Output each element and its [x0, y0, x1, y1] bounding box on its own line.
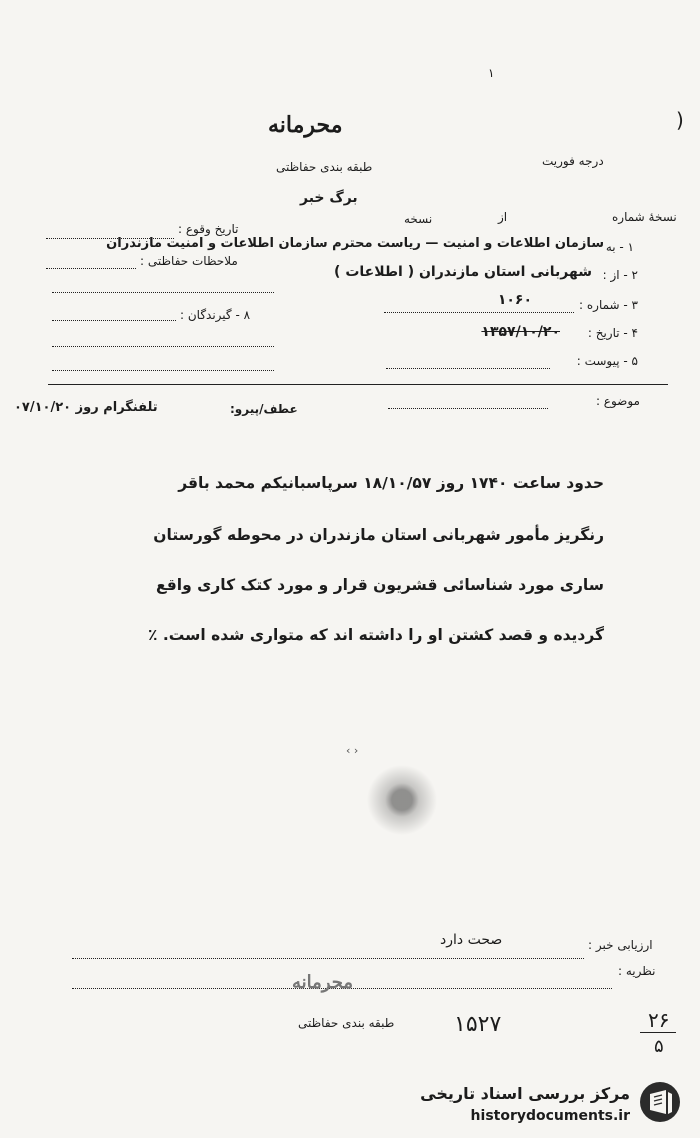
from-value: شهربانی استان مازندران ( اطلاعات ): [334, 264, 592, 280]
form-divider: [48, 384, 668, 385]
body-line-2: رنگریز مأمور شهربانی استان مازندران در محوطه گورستان: [153, 526, 604, 544]
number-label: ۳ - شماره :: [579, 298, 638, 312]
number-value: ۱۰۶۰: [497, 292, 532, 308]
date-value: ۱۳۵۷/۱۰/۲۰: [481, 324, 560, 340]
classification-label-bottom: طبقه بندی حفاظتی: [298, 1016, 395, 1030]
body-line-1: حدود ساعت ۱۷۴۰ روز ۱۸/۱۰/۵۷ سرپاسبانیکم محمد باقر: [178, 474, 604, 492]
recipients-line-1: [52, 320, 176, 321]
reference-value: تلفنگرام روز ۰۷/۱۰/۲۰: [14, 400, 158, 415]
to-value: سازمان اطلاعات و امنیت — ریاست محترم سازمان اطلاعات و امنیت مازندران: [106, 236, 604, 251]
attachment-label: ۵ - پیوست :: [576, 354, 638, 368]
reference-label: عطف/پیرو:: [230, 402, 298, 416]
confidential-stamp-bottom: محرمانه: [292, 972, 353, 993]
observations-label: ملاحظات حفاظتی :: [140, 254, 238, 268]
recipients-line-3: [52, 370, 274, 371]
of-label: از: [498, 210, 508, 224]
to-label: ۱ - به: [605, 240, 634, 254]
recipients-line-2: [52, 346, 274, 347]
opinion-label: نظریه :: [618, 964, 656, 978]
copy-number-label: نسخهٔ شماره: [612, 210, 677, 224]
left-blank-line-1: [52, 292, 274, 293]
subject-label: موضوع :: [595, 394, 640, 408]
fraction-bar: [640, 1032, 676, 1033]
evaluation-value: صحت دارد: [440, 932, 503, 948]
priority-label: درجه فوریت: [542, 154, 604, 168]
handwritten-number-left: ۱۵۲۷: [454, 1012, 502, 1037]
evaluation-line: [72, 958, 584, 959]
body-line-3: ساری مورد شناسائی قشریون قرار و مورد کتک کاری واقع: [156, 576, 604, 594]
form-title: برگ خبر: [300, 190, 358, 206]
recipients-label: ۸ - گیرندگان :: [180, 308, 251, 322]
observations-line: [46, 268, 136, 269]
date-occurrence-label: تاریخ وقوع :: [178, 222, 239, 236]
subject-line: [388, 408, 548, 409]
evaluation-label: ارزیابی خبر :: [588, 938, 653, 952]
watermark-banner: [400, 1076, 690, 1132]
from-label: ۲ - از :: [602, 268, 638, 282]
body-line-4: گردیده و قصد کشتن او را داشته اند که متواری شده است. ٪: [147, 626, 604, 644]
handwritten-number-right-bottom: ۵: [654, 1036, 664, 1057]
date-label: ۴ - تاریخ :: [587, 326, 638, 340]
corner-mark: ): [676, 108, 684, 132]
number-line: [384, 312, 574, 313]
attachment-line: [386, 368, 550, 369]
seal-stamp: [362, 760, 442, 840]
watermark-url: historydocuments.ir: [470, 1108, 630, 1124]
margin-mark: ۱: [488, 66, 495, 80]
copy-word: نسخه: [404, 212, 433, 226]
archive-logo-icon: [638, 1080, 682, 1124]
confidential-stamp-top: محرمانه: [268, 112, 343, 138]
watermark-org-name: مرکز بررسی اسناد تاریخی: [420, 1084, 630, 1103]
faint-mark: ‹ ›: [346, 744, 359, 757]
classification-label-top: طبقه بندی حفاظتی: [276, 160, 373, 174]
handwritten-number-right-top: ۲۶: [648, 1008, 670, 1032]
